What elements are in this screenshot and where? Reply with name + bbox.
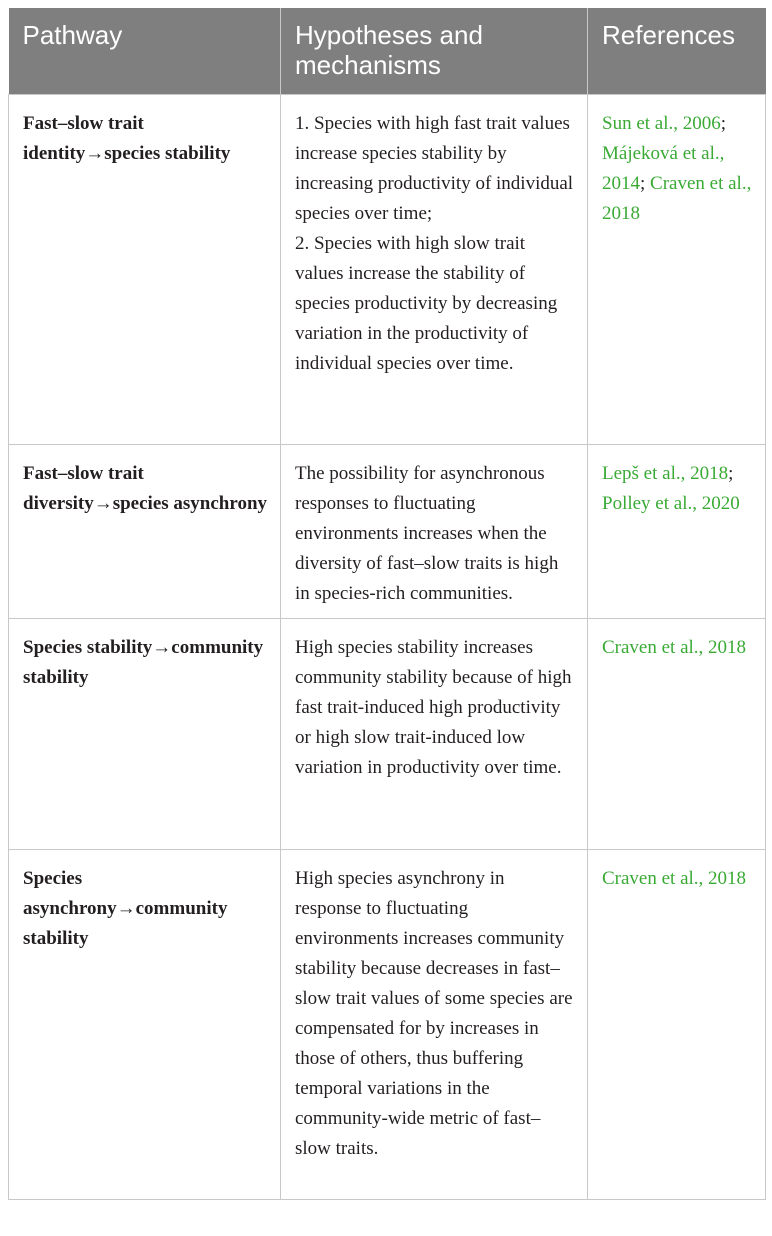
table-row: [9, 445, 766, 619]
header-row: [9, 8, 766, 95]
pathway-cell: Fast–slow trait diversity→species asynchrony: [9, 445, 281, 619]
references-cell: [588, 850, 766, 1200]
table-row: [9, 850, 766, 1200]
reference-link[interactable]: Craven et al., 2018: [602, 173, 752, 224]
mechanism-cell: [281, 619, 588, 850]
mechanism-cell: [281, 850, 588, 1200]
reference-separator: ;: [720, 113, 727, 134]
mechanism-line: The possibility for asynchronous responses to fluctuating environments increases when the diversity of fast–slow traits is high in species-rich communities.: [295, 463, 559, 604]
header-pathway: Pathway: [9, 8, 281, 95]
references-cell: [588, 445, 766, 619]
mechanism-cell: [281, 445, 588, 619]
pathway-cell: Fast–slow trait identity→species stability: [9, 95, 281, 445]
reference-link[interactable]: Craven et al., 2018: [602, 868, 747, 889]
mechanism-line: High species stability increases community stability because of high fast trait-induced high productivity or high slow trait-induced low variation in productivity over time.: [295, 637, 572, 778]
references-cell: [588, 95, 766, 445]
pathway-cell: Species asynchrony→community stability: [9, 850, 281, 1200]
reference-link[interactable]: Craven et al., 2018: [602, 637, 747, 658]
reference-separator: ;: [728, 463, 734, 484]
mechanism-line: 2. Species with high slow trait values increase the stability of species productivity by decreasing variation in the productivity of individual species over time.: [295, 233, 558, 374]
header-hypotheses: Hypotheses and mechanisms: [281, 8, 588, 95]
table-row: [9, 619, 766, 850]
pathway-cell: Species stability→community stability: [9, 619, 281, 850]
mechanism-line: High species asynchrony in response to fluctuating environments increases community stability because decreases in fast–slow trait values of some species are compensated for by increases in those of others, thus buffering temporal variations in the community-wide metric of fast–slow traits.: [295, 868, 573, 1159]
table-row: [9, 95, 766, 445]
header-references: References: [588, 8, 766, 95]
reference-link[interactable]: Polley et al., 2020: [602, 493, 740, 514]
references-cell: [588, 619, 766, 850]
reference-link[interactable]: Sun et al., 2006: [602, 113, 721, 134]
reference-separator: ;: [640, 173, 651, 194]
mechanism-cell: [281, 95, 588, 445]
reference-link[interactable]: Lepš et al., 2018: [602, 463, 729, 484]
pathways-table: [8, 8, 766, 1200]
reference-link[interactable]: Májeková et al., 2014: [602, 143, 725, 194]
mechanism-line: 1. Species with high fast trait values increase species stability by increasing productivity of individual species over time;: [295, 113, 574, 224]
